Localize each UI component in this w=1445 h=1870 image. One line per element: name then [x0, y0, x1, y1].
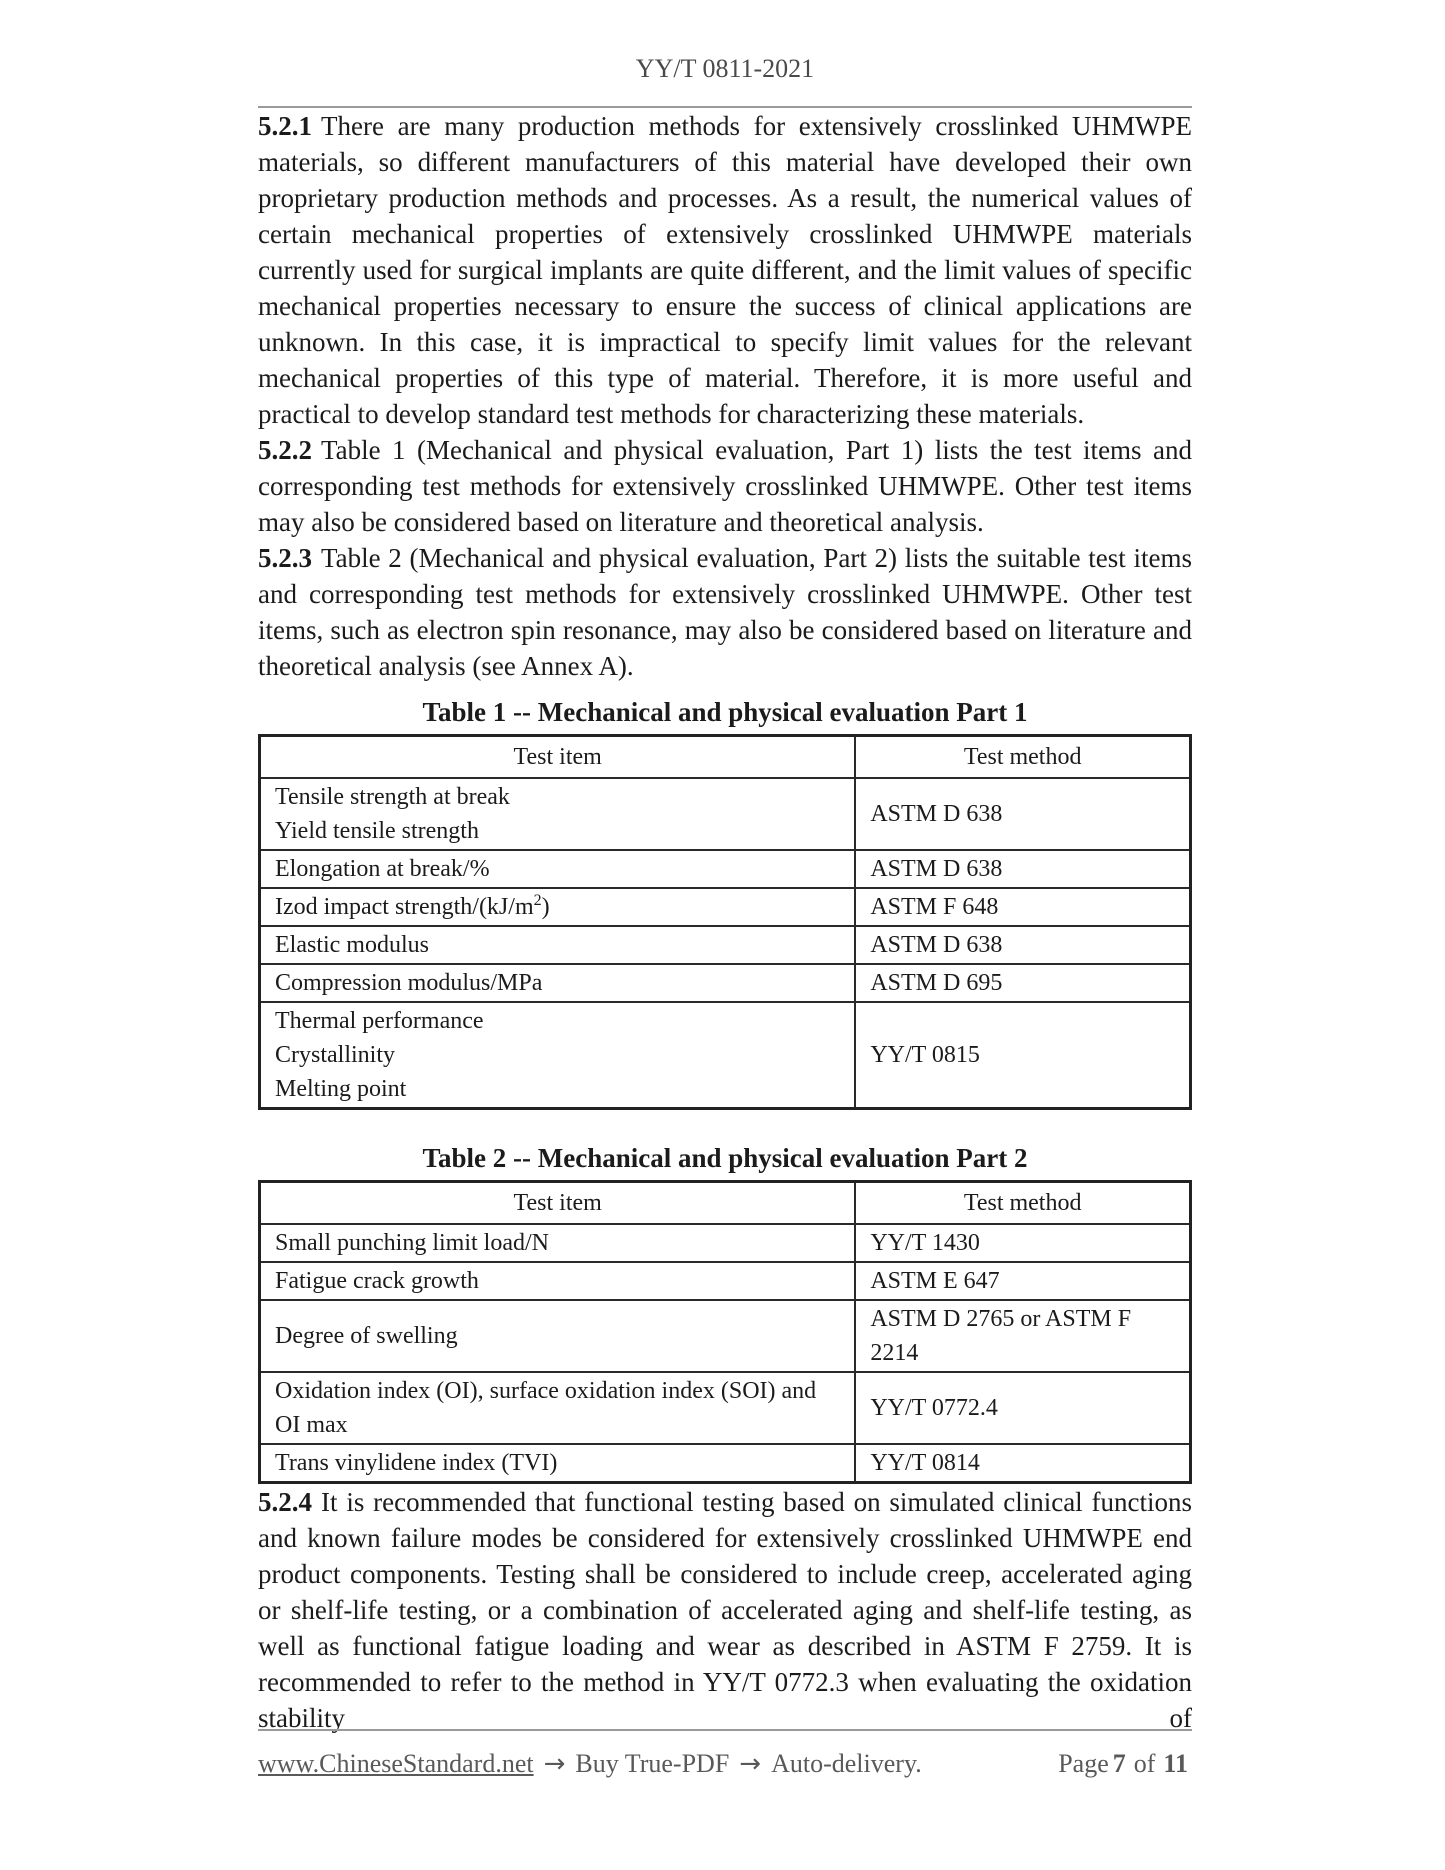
test-method-cell: ASTM F 648 — [855, 888, 1190, 926]
test-item-text: Izod impact strength/(kJ/m — [275, 894, 534, 920]
test-item-line: Yield tensile strength — [275, 818, 479, 844]
table-row — [260, 778, 1191, 850]
section-number: 5.2.4 — [258, 1487, 312, 1517]
of-label: of — [1133, 1749, 1156, 1778]
page-footer — [258, 1729, 1192, 1780]
test-item-line: Thermal performance — [275, 1008, 484, 1034]
test-method-cell: YY/T 0815 — [855, 1002, 1190, 1109]
table-row — [260, 1224, 1191, 1262]
section-text: It is recommended that functional testing based on simulated clinical functions and known failure modes be considered for extensively crosslinked UHMWPE end product components. Testing shall be considered to include creep, accelerated aging or shelf-life testing, or a combination of accelerated aging and shelf-life testing, as well as functional fatigue loading and wear as described in ASTM F 2759. It is recommended to refer to the method in YY/T 0772.3 when evaluating the oxidation stability of — [258, 1487, 1192, 1733]
section-text: There are many production methods for extensively crosslinked UHMWPE materials, so different manufacturers of this material have developed their own proprietary production methods and processes. As a result, the numerical values of certain mechanical properties of extensively crosslinked UHMWPE materials currently used for surgical implants are quite different, and the limit values of specific mechanical properties necessary to ensure the success of clinical applications are unknown. In this case, it is impractical to specify limit values for the relevant mechanical properties of this type of material. Therefore, it is more useful and practical to develop standard test methods for characterizing these materials. — [258, 111, 1192, 429]
table2-title: Table 2 -- Mechanical and physical evaluation Part 2 — [422, 1143, 1028, 1173]
test-item-cell — [260, 1002, 856, 1109]
test-item-line: Crystallinity — [275, 1042, 395, 1068]
test-method-cell: ASTM D 695 — [855, 964, 1190, 1002]
test-method-cell: ASTM D 638 — [855, 778, 1190, 850]
test-item-cell — [260, 888, 856, 926]
table-row — [260, 850, 1191, 888]
arrow-icon: → — [543, 1749, 566, 1779]
content-column — [258, 0, 1192, 1736]
current-page-number: 7 — [1112, 1749, 1126, 1778]
test-item-cell: Small punching limit load/N — [260, 1224, 856, 1262]
section-text: Table 2 (Mechanical and physical evaluation, Part 2) lists the suitable test items and corresponding test methods for extensively crosslinked UHMWPE. Other test items, such as electron spin resonance, may also be considered based on literature and theoretical analysis (see Annex A). — [258, 543, 1192, 681]
section-5-2-4 — [258, 1484, 1192, 1736]
column-header-test-item: Test item — [260, 1182, 856, 1225]
section-5-2-3 — [258, 540, 1192, 684]
table-row — [260, 888, 1191, 926]
section-number: 5.2.3 — [258, 543, 312, 573]
footer-left — [258, 1748, 922, 1780]
test-method-cell: ASTM D 638 — [855, 850, 1190, 888]
test-item-cell: Compression modulus/MPa — [260, 964, 856, 1002]
section-5-2-2 — [258, 432, 1192, 540]
page-header — [258, 0, 1192, 108]
test-method-cell: ASTM E 647 — [855, 1262, 1190, 1300]
test-item-cell: Elongation at break/% — [260, 850, 856, 888]
test-method-cell: ASTM D 638 — [855, 926, 1190, 964]
table1 — [258, 734, 1192, 1110]
test-item-cell: Oxidation index (OI), surface oxidation index (SOI) and OI max — [260, 1372, 856, 1444]
section-number: 5.2.1 — [258, 111, 312, 141]
test-method-cell: YY/T 0814 — [855, 1444, 1190, 1483]
table2 — [258, 1180, 1192, 1484]
page-label: Page — [1058, 1749, 1109, 1778]
section-5-2-1 — [258, 108, 1192, 432]
column-header-test-item: Test item — [260, 736, 856, 779]
superscript-2: 2 — [533, 892, 542, 909]
page-indicator — [1058, 1748, 1192, 1780]
column-header-test-method: Test method — [855, 736, 1190, 779]
test-item-cell: Degree of swelling — [260, 1300, 856, 1372]
buy-true-pdf-label: Buy True-PDF — [575, 1749, 730, 1778]
test-item-line: Melting point — [275, 1076, 407, 1102]
table1-title: Table 1 -- Mechanical and physical evaluation Part 1 — [422, 697, 1028, 727]
total-page-number: 11 — [1163, 1749, 1188, 1778]
section-number: 5.2.2 — [258, 435, 312, 465]
test-item-cell: Trans vinylidene index (TVI) — [260, 1444, 856, 1483]
table-header-row — [260, 1182, 1191, 1225]
test-method-cell: YY/T 0772.4 — [855, 1372, 1190, 1444]
test-method-cell: YY/T 1430 — [855, 1224, 1190, 1262]
test-method-cell: ASTM D 2765 or ASTM F 2214 — [855, 1300, 1190, 1372]
auto-delivery-label: Auto-delivery. — [771, 1749, 922, 1778]
table-row — [260, 1300, 1191, 1372]
table-row — [260, 964, 1191, 1002]
table-row — [260, 1262, 1191, 1300]
test-item-text: ) — [541, 894, 550, 920]
table-row — [260, 1002, 1191, 1109]
test-item-cell: Fatigue crack growth — [260, 1262, 856, 1300]
table-row — [260, 926, 1191, 964]
arrow-icon: → — [739, 1749, 762, 1779]
standard-number: YY/T 0811-2021 — [635, 54, 815, 83]
table-row — [260, 1372, 1191, 1444]
table-row — [260, 1444, 1191, 1483]
table-header-row — [260, 736, 1191, 779]
section-text: Table 1 (Mechanical and physical evaluation, Part 1) lists the test items and corresponding test methods for extensively crosslinked UHMWPE. Other test items may also be considered based on literature and theoretical analysis. — [258, 435, 1192, 537]
test-item-cell: Elastic modulus — [260, 926, 856, 964]
column-header-test-method: Test method — [855, 1182, 1190, 1225]
chinesestandard-link[interactable]: www.ChineseStandard.net — [258, 1749, 534, 1778]
test-item-line: Tensile strength at break — [275, 784, 510, 810]
test-item-cell — [260, 778, 856, 850]
